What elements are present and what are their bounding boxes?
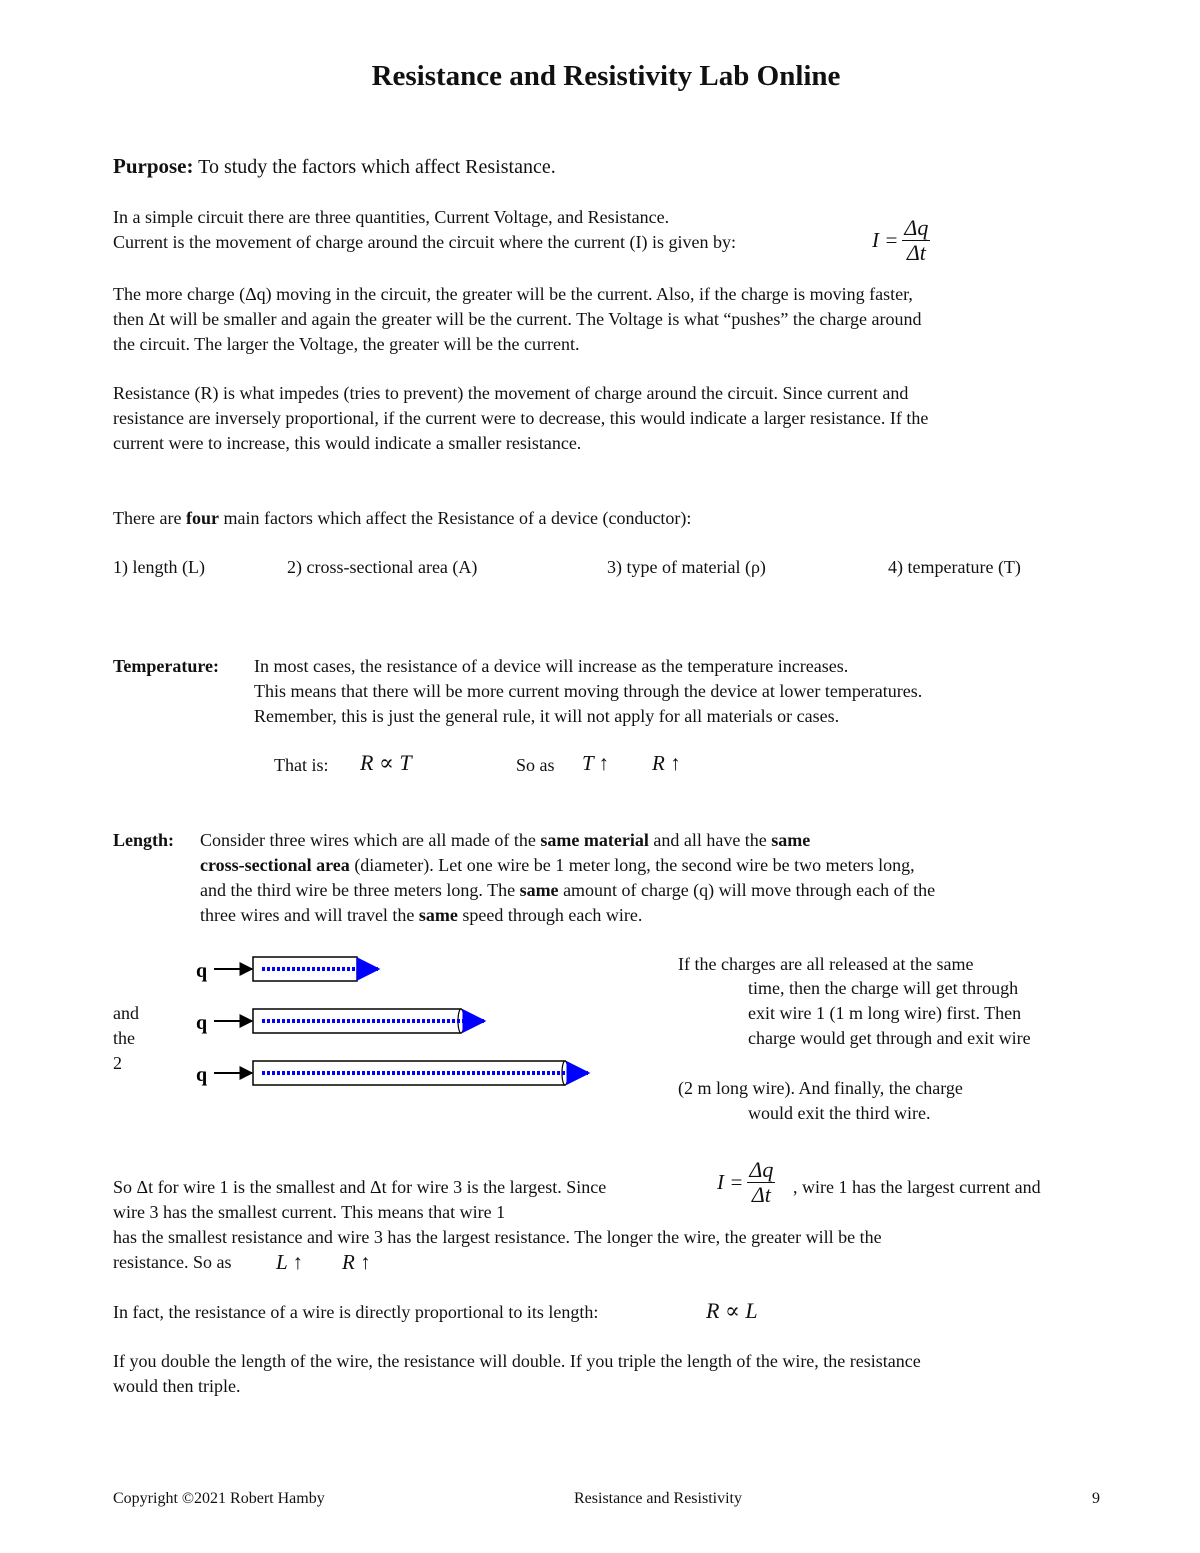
formula-numerator: Δq bbox=[904, 215, 929, 240]
diagram-text-line: time, then the charge will get through bbox=[748, 978, 1019, 998]
conclusion-formula bbox=[717, 1158, 775, 1207]
formula-lhs: I = bbox=[717, 1170, 744, 1194]
length-text: and all have the bbox=[653, 830, 767, 850]
conclusion-line-1-post: , wire 1 has the largest current and bbox=[793, 1177, 1041, 1197]
resistance-para-line: Resistance (R) is what impedes (tries to prevent) the movement of charge around the circuit. Since current and bbox=[113, 383, 909, 403]
wire-1 bbox=[196, 957, 378, 982]
formula-denominator: Δt bbox=[751, 1182, 771, 1207]
resistance-up: R ↑ bbox=[342, 1250, 371, 1274]
length-text: Consider three wires which are all made of the bbox=[200, 830, 536, 850]
length-bold: cross-sectional area bbox=[200, 855, 350, 875]
footer-copyright: Copyright ©2021 Robert Hamby bbox=[113, 1490, 325, 1507]
temperature-line: Remember, this is just the general rule, it will not apply for all materials or cases. bbox=[254, 706, 840, 726]
wire-diagram bbox=[190, 945, 610, 1095]
formula-fraction bbox=[747, 1158, 775, 1207]
length-bold: same material bbox=[540, 830, 649, 850]
purpose-line bbox=[113, 152, 556, 181]
formula-numerator: Δq bbox=[749, 1157, 774, 1182]
purpose-label: Purpose: bbox=[113, 154, 194, 178]
diagram-text-line: exit wire 1 (1 m long wire) first. Then bbox=[748, 1003, 1022, 1023]
formula-denominator: Δt bbox=[906, 240, 926, 265]
temperature-line: In most cases, the resistance of a device will increase as the temperature increases. bbox=[254, 656, 849, 676]
factors-intro-bold: four bbox=[185, 508, 219, 528]
charge-para-line: then Δt will be smaller and again the greater will be the current. The Voltage is what “pushes” the charge around bbox=[113, 309, 922, 329]
factors-intro-post: main factors which affect the Resistance of a device (conductor): bbox=[223, 508, 692, 528]
proportional-text: In fact, the resistance of a wire is directly proportional to its length: bbox=[113, 1302, 599, 1322]
conclusion-line-4: resistance. So as bbox=[113, 1252, 232, 1272]
factors-intro-pre: There are bbox=[113, 508, 182, 528]
length-text: and the third wire be three meters long. The bbox=[200, 880, 516, 900]
length-line-2 bbox=[200, 853, 915, 878]
length-line-3 bbox=[200, 878, 935, 903]
conclusion-line-1-pre: So Δt for wire 1 is the smallest and Δt for wire 3 is the largest. Since bbox=[113, 1177, 607, 1197]
footer-center: Resistance and Resistivity bbox=[574, 1490, 742, 1507]
length-up: L ↑ bbox=[276, 1250, 304, 1274]
length-bold: same bbox=[519, 880, 559, 900]
wire-2 bbox=[196, 1009, 484, 1034]
length-relation: R ∝ L bbox=[706, 1298, 758, 1323]
resistance-para-line: resistance are inversely proportional, if the current were to decrease, this would indicate a larger resistance. If the bbox=[113, 408, 929, 428]
diagram-text-line: would exit the third wire. bbox=[748, 1103, 931, 1123]
factor-item: 3) type of material (ρ) bbox=[607, 557, 766, 577]
diagram-text-line: (2 m long wire). And finally, the charge bbox=[678, 1078, 963, 1098]
formula-lhs: I = bbox=[872, 228, 899, 252]
page-title: Resistance and Resistivity Lab Online bbox=[371, 60, 841, 92]
side-word: 2 bbox=[113, 1053, 122, 1073]
formula-fraction bbox=[902, 216, 930, 265]
side-word: and bbox=[113, 1003, 139, 1023]
factors-intro bbox=[113, 506, 691, 531]
charge-label: q bbox=[196, 1064, 208, 1086]
that-is-label: That is: bbox=[274, 755, 329, 775]
current-formula bbox=[872, 216, 930, 265]
charge-para-line: the circuit. The larger the Voltage, the greater will be the current. bbox=[113, 334, 580, 354]
temperature-label: Temperature: bbox=[113, 656, 219, 676]
diagram-text-line: If the charges are all released at the same bbox=[678, 954, 974, 974]
charge-para-line: The more charge (Δq) moving in the circuit, the greater will be the current. Also, if the charge is moving faster, bbox=[113, 284, 913, 304]
length-text: speed through each wire. bbox=[462, 905, 643, 925]
factor-item: 4) temperature (T) bbox=[888, 557, 1021, 577]
temperature-line: This means that there will be more current moving through the device at lower temperatures. bbox=[254, 681, 923, 701]
wire-3 bbox=[196, 1061, 588, 1086]
length-line-4 bbox=[200, 903, 642, 928]
temperature-relation: R ∝ T bbox=[360, 750, 412, 775]
intro-line-2: Current is the movement of charge around the circuit where the current (I) is given by: bbox=[113, 232, 736, 252]
so-as-label: So as bbox=[516, 755, 555, 775]
charge-label: q bbox=[196, 1012, 208, 1034]
conclusion-line-3: has the smallest resistance and wire 3 has the largest resistance. The longer the wire, the greater will be the bbox=[113, 1227, 882, 1247]
length-label: Length: bbox=[113, 830, 175, 850]
conclusion-line-2: wire 3 has the smallest current. This means that wire 1 bbox=[113, 1202, 506, 1222]
temperature-up: T ↑ bbox=[582, 751, 610, 775]
factor-item: 2) cross-sectional area (A) bbox=[287, 557, 478, 577]
length-bold: same bbox=[418, 905, 458, 925]
diagram-text-line: charge would get through and exit wire bbox=[748, 1028, 1031, 1048]
resistance-up: R ↑ bbox=[652, 751, 681, 775]
resistance-para-line: current were to increase, this would indicate a smaller resistance. bbox=[113, 433, 582, 453]
purpose-text: To study the factors which affect Resistance. bbox=[198, 156, 556, 178]
double-line: would then triple. bbox=[113, 1376, 241, 1396]
double-line: If you double the length of the wire, the resistance will double. If you triple the length of the wire, the resistance bbox=[113, 1351, 921, 1371]
length-line-1 bbox=[200, 828, 810, 853]
charge-label: q bbox=[196, 960, 208, 982]
side-word: the bbox=[113, 1028, 135, 1048]
factor-item: 1) length (L) bbox=[113, 557, 205, 577]
length-text: three wires and will travel the bbox=[200, 905, 415, 925]
length-bold: same bbox=[771, 830, 811, 850]
length-text: (diameter). Let one wire be 1 meter long, the second wire be two meters long, bbox=[354, 855, 915, 875]
length-text: amount of charge (q) will move through each of the bbox=[563, 880, 936, 900]
footer-page-number: 9 bbox=[1092, 1490, 1100, 1507]
intro-line-1: In a simple circuit there are three quantities, Current Voltage, and Resistance. bbox=[113, 207, 670, 227]
